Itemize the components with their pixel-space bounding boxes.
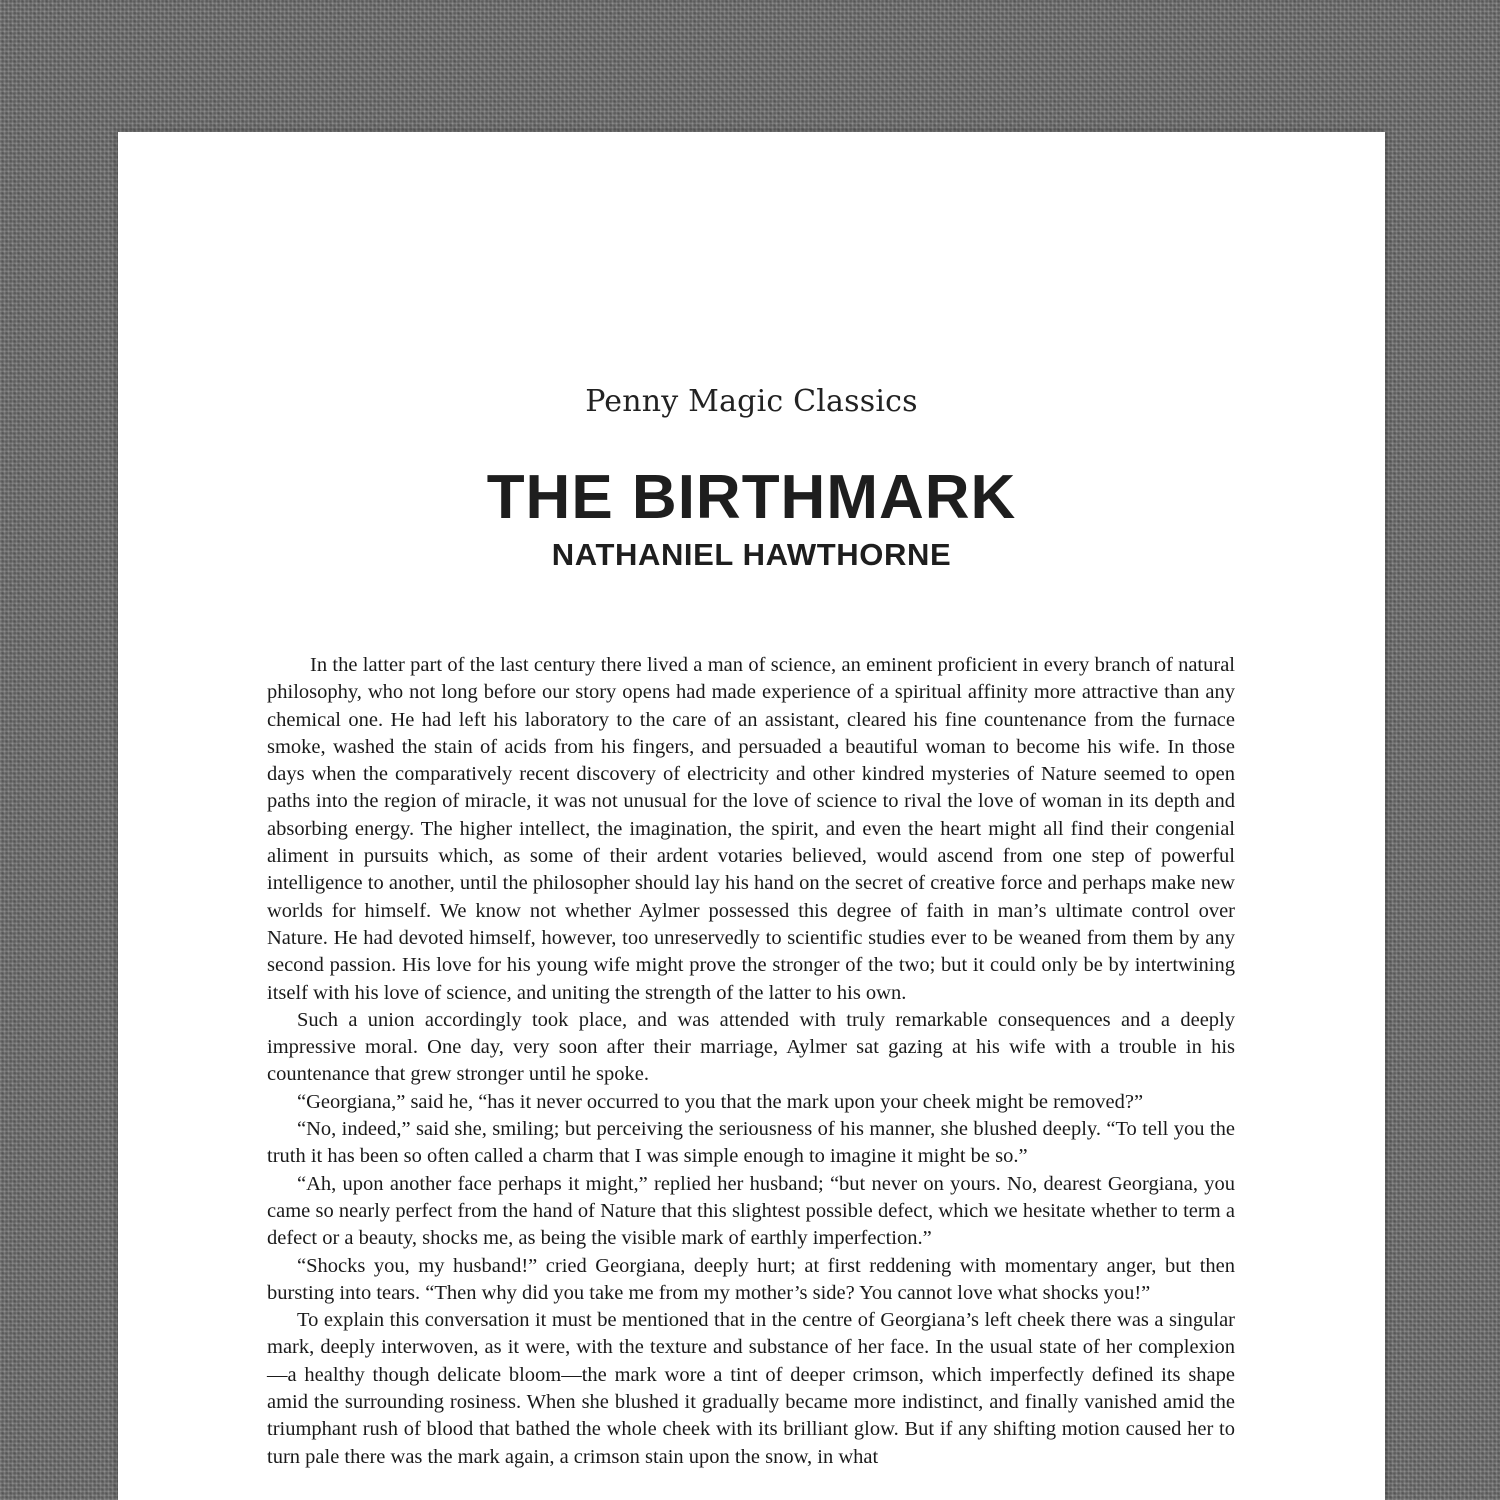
story-body — [267, 652, 1235, 1471]
paragraph-5: “Ah, upon another face perhaps it might,” replied her husband; “but never on yours. No, dearest Georgiana, you came so nearly perfect from the hand of Nature that this slightest possible defect, which we hesitate whether to term a defect or a beauty, shocks me, as being the visible mark of earthly imperfection.” — [267, 1172, 1235, 1250]
book-title: THE BIRTHMARK — [486, 463, 1017, 532]
paragraph-4: “No, indeed,” said she, smiling; but perceiving the seriousness of his manner, she blushed deeply. “To tell you the truth it has been so often called a charm that I was simple enough to imagine it might be so.” — [267, 1118, 1235, 1168]
paragraph-7: To explain this conversation it must be mentioned that in the centre of Georgiana’s left cheek there was a singular mark, deeply interwoven, as it were, with the texture and substance of her face. In the usual state of her complexion—a healthy though delicate bloom—the mark wore a tint of deeper crimson, which imperfectly defined its shape amid the surrounding rosiness. When she blushed it gradually became more indistinct, and finally vanished amid the triumphant rush of blood that bathed the whole cheek with its brilliant glow. But if any shifting motion caused her to turn pale there was the mark again, a crimson stain upon the snow, in what — [267, 1309, 1235, 1468]
paragraph-6: “Shocks you, my husband!” cried Georgiana, deeply hurt; at first reddening with momentary anger, but then bursting into tears. “Then why did you take me from my mother’s side? You cannot love what shocks you!” — [267, 1254, 1235, 1304]
paragraph-1: In the latter part of the last century there lived a man of science, an eminent proficient in every branch of natural philosophy, who not long before our story opens had made experience of a spiritual affinity more attractive than any chemical one. He had left his laboratory to the care of an assistant, cleared his fine countenance from the furnace smoke, washed the stain of acids from his fingers, and persuaded a beautiful woman to become his wife. In those days when the comparatively recent discovery of electricity and other kindred mysteries of Nature seemed to open paths into the region of miracle, it was not unusual for the love of science to rival the love of woman in its depth and absorbing energy. The higher intellect, the imagination, the spirit, and even the heart might all find their congenial aliment in pursuits which, as some of their ardent votaries believed, would ascend from one step of powerful intelligence to another, until the philosopher should lay his hand on the secret of creative force and perhaps make new worlds for himself. We know not whether Aylmer possessed this degree of faith in man’s ultimate control over Nature. He had devoted himself, however, too unreservedly to scientific studies ever to be weaned from them by any second passion. His love for his young wife might prove the stronger of the two; but it could only be by intertwining itself with his love of science, and uniting the strength of the latter to his own. — [267, 654, 1235, 1004]
author-name: NATHANIEL HAWTHORNE — [551, 537, 952, 572]
publisher-name: Penny Magic Classics — [585, 384, 918, 419]
paragraph-3: “Georgiana,” said he, “has it never occurred to you that the mark upon your cheek might be removed?” — [297, 1090, 1144, 1113]
document-page — [118, 132, 1385, 1500]
paragraph-2: Such a union accordingly took place, and was attended with truly remarkable consequences and a deeply impressive moral. One day, very soon after their marriage, Aylmer sat gazing at his wife with a trouble in his countenance that grew stronger until he spoke. — [267, 1008, 1235, 1086]
